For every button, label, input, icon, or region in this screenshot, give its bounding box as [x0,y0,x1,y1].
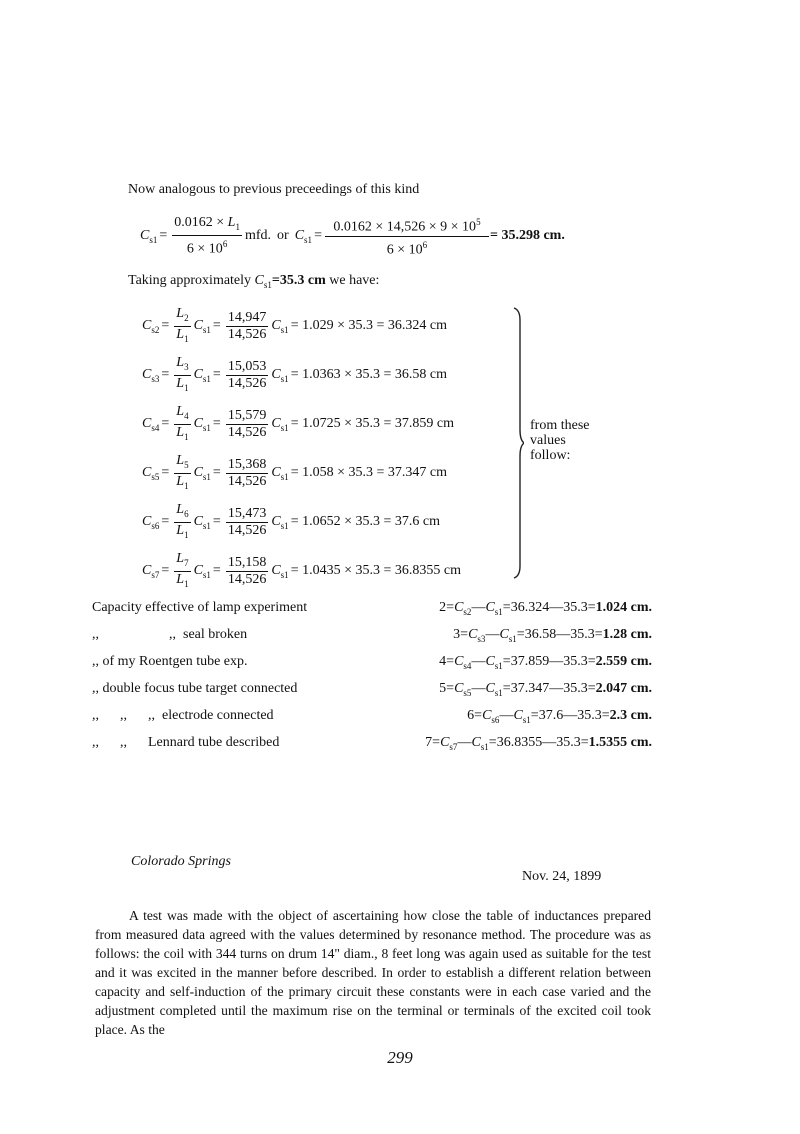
inductance-ratio: $\frac{L_7}{L_1}$ [176,551,189,589]
value-ratio: $\frac{15,368}{14,526}$ [227,456,267,489]
equation-row: $C_{s7}$ = $\frac{L_7}{L_1}$ $C_{s1}$ = $\frac{15,158}{14,526}$ $C_{s1}$ = 1.0435 × 35.3 = 36.8355 cm [142,551,461,592]
page-number: 299 [387,1048,413,1067]
formula-fraction-1: $\frac{0.0162 \times L_1}{6 \times 10^6}$ [174,214,240,257]
capacity-label: ,, double focus tube target connected [92,681,298,696]
inductance-ratio: $\frac{L_2}{L_1}$ [176,306,189,344]
equation-result: = 1.0363 × 35.3 = 36.58 cm [290,367,447,383]
value-ratio: $\frac{15,053}{14,526}$ [227,358,267,391]
equation-result: = 1.058 × 35.3 = 37.347 cm [290,465,447,481]
capacity-label: Capacity effective of lamp experiment [92,600,308,615]
capacity-equation: $6=C_{s6}—C_{s1}=37.6—35.3=2.3$ cm. [467,708,652,725]
equation-result: = 1.0725 × 35.3 = 37.859 cm [290,416,454,432]
formula-or: or [277,228,289,244]
value-ratio: $\frac{15,158}{14,526}$ [227,554,267,587]
equation-row: $C_{s3}$ = $\frac{L_3}{L_1}$ $C_{s1}$ = $\frac{15,053}{14,526}$ $C_{s1}$ = 1.0363 × 35.3 = 36.58 cm [142,355,447,396]
formula-cs1: $C_{s1}$ = $\frac{0.0162 \times L_1}{6 \times 10^6}$ mfd. or $C_{s1}$ = $\frac{0.0162 \times 14,526 \times 9 \times 10^5}{6 \times 10^6}$ = 35.298 cm. [140,214,565,258]
capacity-equation: $7=C_{s7}—C_{s1}=36.8355—35.3=1.5355$ cm. [425,735,652,752]
formula-result: = 35.298 cm. [489,228,565,244]
capacity-equation: $4=C_{s4}—C_{s1}=37.859—35.3=2.559$ cm. [439,654,652,671]
inductance-ratio: $\frac{L_4}{L_1}$ [176,404,189,442]
right-brace [512,306,524,580]
inductance-ratio: $\frac{L_3}{L_1}$ [176,355,189,393]
capacity-label: ,, ,, Lennard tube described [92,735,280,750]
capacity-label: ,, ,, seal broken [92,627,248,642]
capacity-equation: $2=C_{s2}—C_{s1}=36.324—35.3=1.024$ cm. [439,600,652,617]
inductance-ratio: $\frac{L_6}{L_1}$ [176,502,189,540]
capacity-equation: $3=C_{s3}—C_{s1}=36.58—35.3=1.28$ cm. [453,627,652,644]
taking-line: Taking approximately $C_{s1}=35.3$ cm we have: [128,273,380,290]
equation-result: = 1.0435 × 35.3 = 36.8355 cm [290,563,461,579]
formula-unit: mfd. [244,228,272,244]
equation-row: $C_{s6}$ = $\frac{L_6}{L_1}$ $C_{s1}$ = $\frac{15,473}{14,526}$ $C_{s1}$ = 1.0652 × 35.3 = 37.6 cm [142,502,440,543]
place-label: Colorado Springs [131,854,231,869]
inductance-ratio: $\frac{L_5}{L_1}$ [176,453,189,491]
equation-row: $C_{s5}$ = $\frac{L_5}{L_1}$ $C_{s1}$ = $\frac{15,368}{14,526}$ $C_{s1}$ = 1.058 × 35.3 = 37.347 cm [142,453,447,494]
brace-note: from these values follow: [530,418,590,463]
capacity-equation: $5=C_{s5}—C_{s1}=37.347—35.3=2.047$ cm. [439,681,652,698]
body-paragraph: A test was made with the object of ascertaining how close the table of inductances prepared from measured data agreed with the values determined by resonance method. The procedure was as follows: the coil with 344 turns on drum 14" diam., 8 feet long was again used as suitable for the test and it was excited in the manner before described. In order to establish a different relation between capacity and self-induction of the primary circuit these constants were in each case varied and the adjustment completed until the maximum rise on the terminal or terminals of the excited coil took place. As the [95,908,651,1037]
formula-lhs: $C_{s1}$ [140,227,158,245]
capacity-label: ,, ,, ,, electrode connected [92,708,274,723]
value-ratio: $\frac{14,947}{14,526}$ [227,309,267,342]
capacity-label: ,, of my Roentgen tube exp. [92,654,248,669]
equation-row: $C_{s4}$ = $\frac{L_4}{L_1}$ $C_{s1}$ = $\frac{15,579}{14,526}$ $C_{s1}$ = 1.0725 × 35.3 = 37.859 cm [142,404,454,445]
intro-line: Now analogous to previous preceedings of this kind [128,182,420,197]
equation-result: = 1.0652 × 35.3 = 37.6 cm [290,514,440,530]
value-ratio: $\frac{15,473}{14,526}$ [227,505,267,538]
equation-row: $C_{s2}$ = $\frac{L_2}{L_1}$ $C_{s1}$ = $\frac{14,947}{14,526}$ $C_{s1}$ = 1.029 × 35.3 = 36.324 cm [142,306,447,347]
value-ratio: $\frac{15,579}{14,526}$ [227,407,267,440]
date-label: Nov. 24, 1899 [522,869,602,884]
equation-result: = 1.029 × 35.3 = 36.324 cm [290,318,447,334]
formula-fraction-2: $\frac{0.0162 \times 14,526 \times 9 \times 10^5}{6 \times 10^6}$ [327,214,487,258]
